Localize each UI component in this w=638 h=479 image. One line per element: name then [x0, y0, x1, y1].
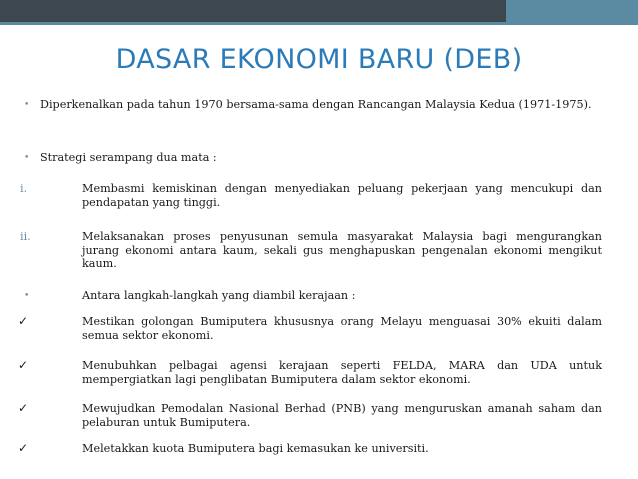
list-item-text: Melaksanakan proses penyusunan semula masyarakat Malaysia bagi mengurangkan jurang ekonomi antara kaum, sekali gus menghapuskan pengenalan ekonomi mengikut kaum. [82, 230, 602, 270]
check-icon: ✓ [18, 358, 29, 372]
bullet-marker: • [24, 291, 30, 301]
slide-title: DASAR EKONOMI BARU (DEB) [115, 44, 523, 75]
list-item-text: Mewujudkan Pemodalan Nasional Berhad (PNB) yang menguruskan amanah saham dan pelaburan untuk Bumiputera. [82, 402, 602, 429]
roman-numeral-marker: i. [20, 182, 28, 195]
roman-numeral-marker: ii. [20, 230, 31, 243]
check-icon: ✓ [18, 401, 29, 415]
check-icon: ✓ [18, 314, 29, 328]
list-item-text: Membasmi kemiskinan dengan menyediakan peluang pekerjaan yang mencukupi dan pendapatan yang tinggi. [82, 182, 602, 209]
list-item-text: Menubuhkan pelbagai agensi kerajaan seperti FELDA, MARA dan UDA untuk mempergiatkan lagi penglibatan Bumiputera dalam sektor ekonomi. [82, 359, 602, 386]
list-item-text: Strategi serampang dua mata : [40, 151, 217, 164]
header-accent-line [0, 22, 638, 25]
list-item-text: Antara langkah-langkah yang diambil kerajaan : [82, 289, 356, 302]
check-icon: ✓ [18, 441, 29, 455]
list-item-text: Diperkenalkan pada tahun 1970 bersama-sama dengan Rancangan Malaysia Kedua (1971-1975). [40, 98, 592, 111]
bullet-marker: • [24, 100, 30, 110]
bullet-marker: • [24, 153, 30, 163]
list-item-text: Meletakkan kuota Bumiputera bagi kemasukan ke universiti. [82, 442, 429, 455]
header-accent-block [506, 0, 638, 22]
list-item-text: Mestikan golongan Bumiputera khususnya orang Melayu menguasai 30% ekuiti dalam semua sektor ekonomi. [82, 315, 602, 342]
